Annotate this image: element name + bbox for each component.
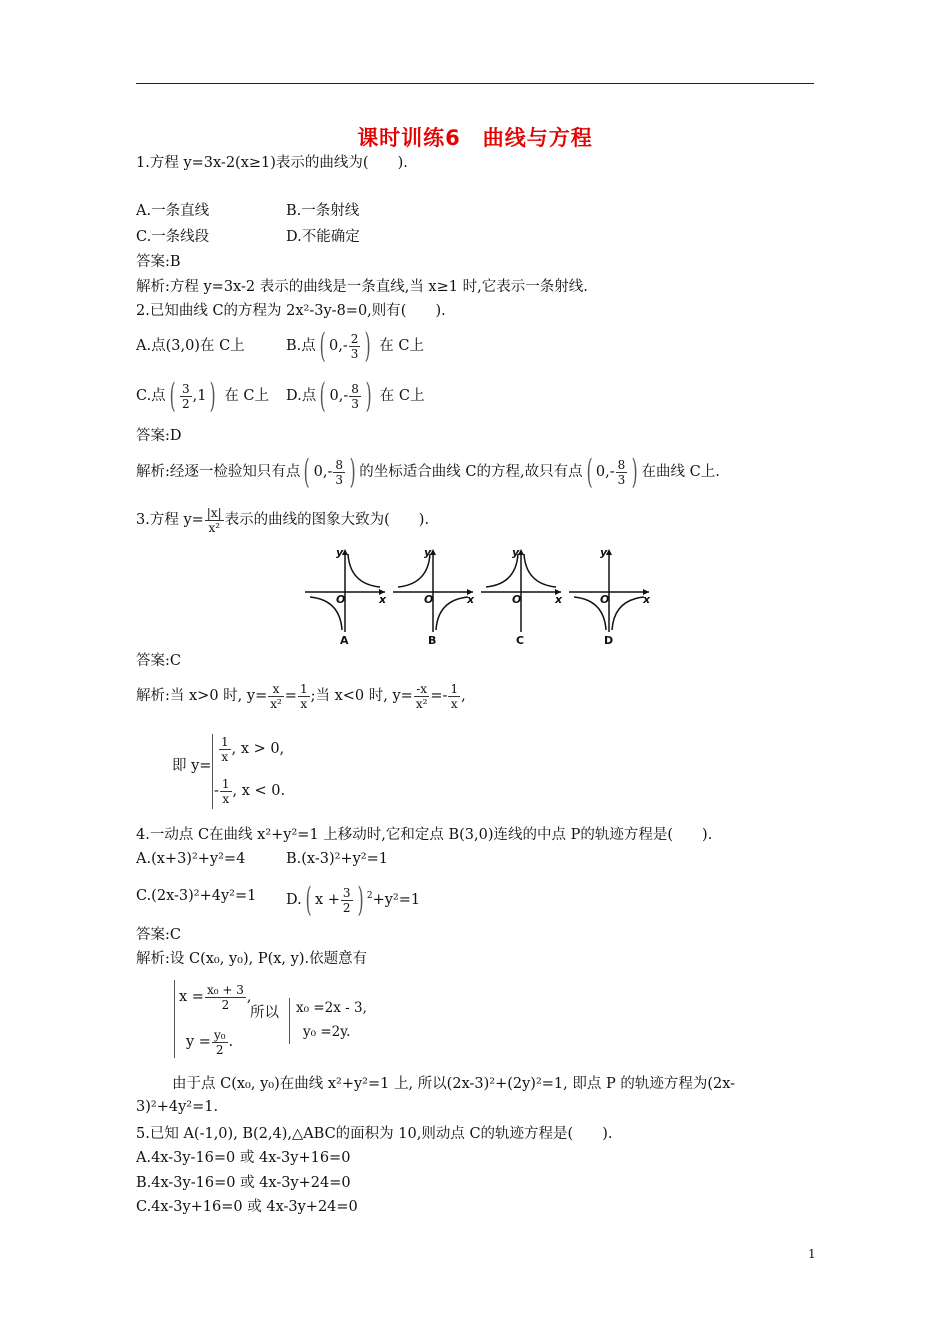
graph-d — [569, 546, 651, 647]
q2-option-d-fraction: $\frac{8}{3}$ — [351, 381, 359, 411]
q2-option-b-fraction: $\frac{2}{3}$ — [350, 331, 359, 361]
q4-system-1-line-2: y = $\frac{\text{y₀}}{2}$ . — [186, 1027, 234, 1057]
page-title: 课时训练6 曲线与方程 — [357, 126, 593, 150]
q3-stem: 3.方程 y= $\frac{|x|}{\text{x²}}$ 表示的曲线的图象大致为( ). — [136, 505, 430, 535]
q3-graph-options — [300, 544, 655, 649]
svg-text:B: B — [428, 634, 437, 647]
q3-analysis: 解析:当 x>0 时, y= $\frac{x}{\text{x²}}$ = $\frac{1}{x}$ ;当 x<0 时, y= $\frac{-x}{\text{x²}}$ =- $\frac{1}{x}$ , — [136, 681, 466, 711]
q1-stem: 1.方程 y=3x-2(x≥1)表示的曲线为( ). — [136, 155, 408, 171]
q2-option-b: B.点 ( 0,- $\frac{2}{3}$ ) 在 C上 — [286, 326, 424, 366]
q2-option-c-fraction: $\frac{3}{2}$ — [181, 381, 190, 411]
svg-text:y: y — [424, 546, 432, 559]
graph-c — [481, 546, 563, 647]
q5-option-c: C.4x-3y+16=0 或 4x-3y+24=0 — [136, 1199, 358, 1215]
q4-option-c: C.(2x-3)²+4y²=1 — [136, 888, 257, 904]
svg-text:y: y — [336, 546, 344, 559]
q2-option-b-tail: 在 C上 — [379, 338, 424, 354]
svg-text:C: C — [516, 634, 525, 647]
svg-text:O: O — [512, 593, 522, 606]
q2-option-b-point: 0,- — [329, 338, 348, 354]
q3-stem-fraction: $\frac{|x|}{\text{x²}}$ — [206, 505, 222, 535]
svg-text:O: O — [600, 593, 610, 606]
q4-system-2-line-2: y₀ =2y. — [303, 1024, 351, 1040]
q4-option-b: B.(x-3)²+y²=1 — [286, 851, 388, 867]
q5-option-b: B.4x-3y-16=0 或 4x-3y+24=0 — [136, 1175, 351, 1191]
q4-so: 所以 — [250, 1005, 279, 1021]
q3-piecewise-brace — [212, 734, 213, 809]
q5-option-a: A.4x-3y-16=0 或 4x-3y+16=0 — [136, 1150, 351, 1166]
q4-system-1-brace — [174, 980, 175, 1058]
graph-b — [393, 546, 475, 647]
svg-text:x: x — [555, 593, 563, 606]
q3-piecewise-label: 即 y= — [172, 758, 212, 774]
svg-text:O: O — [424, 593, 434, 606]
q2-option-c: C.点 ( $\frac{3}{2}$ ,1 ) 在 C上 — [136, 376, 270, 416]
q2-answer: 答案:D — [136, 428, 182, 444]
q4-stem: 4.一动点 C在曲线 x²+y²=1 上移动时,它和定点 B(3,0)连线的中点 P的轨迹方程是( ). — [136, 827, 713, 843]
q4-system-2-line-1: x₀ =2x - 3, — [296, 1000, 367, 1016]
q4-option-a: A.(x+3)²+y²=4 — [136, 851, 246, 867]
q4-system-1-line-1: x = $\frac{\text{x₀ + 3}}{2}$ , — [179, 982, 252, 1012]
q1-option-d: D.不能确定 — [286, 229, 360, 245]
q3-piece-2: - $\frac{1}{x}$ , x < 0. — [214, 776, 286, 806]
svg-text:y: y — [600, 546, 608, 559]
q4-option-d: D. ( x + $\frac{3}{2}$ ) $^2$+y²=1 — [286, 880, 421, 920]
q5-stem: 5.已知 A(-1,0), B(2,4),△ABC的面积为 10,则动点 C的轨迹方程是( ). — [136, 1126, 613, 1142]
svg-text:D: D — [604, 634, 614, 647]
svg-text:A: A — [340, 634, 349, 647]
q2-option-d: D.点 ( 0,- $\frac{8}{3}$ ) 在 C上 — [286, 376, 425, 416]
svg-text:x: x — [643, 593, 651, 606]
q3-answer: 答案:C — [136, 653, 181, 669]
q1-answer: 答案:B — [136, 254, 181, 270]
q3-piece-1: $\frac{1}{x}$ , x > 0, — [221, 734, 285, 764]
svg-text:x: x — [467, 593, 475, 606]
page-number: 1 — [808, 1247, 816, 1261]
q1-option-a: A.一条直线 — [136, 203, 210, 219]
header-rule — [136, 83, 814, 84]
q2-option-b-label: B.点 — [286, 338, 316, 354]
q4-conclusion-2: 3)²+4y²=1. — [136, 1099, 219, 1115]
q1-option-b: B.一条射线 — [286, 203, 360, 219]
q4-conclusion-1: 由于点 C(x₀, y₀)在曲线 x²+y²=1 上, 所以(2x-3)²+(2y)²=1, 即点 P 的轨迹方程为(2x- — [172, 1076, 736, 1092]
svg-text:y: y — [512, 546, 520, 559]
graph-a — [305, 546, 387, 647]
q1-option-c: C.一条线段 — [136, 229, 210, 245]
q2-stem: 2.已知曲线 C的方程为 2x²-3y-8=0,则有( ). — [136, 303, 446, 319]
q1-analysis: 解析:方程 y=3x-2 表示的曲线是一条直线,当 x≥1 时,它表示一条射线. — [136, 279, 588, 295]
q2-analysis: 解析:经逐一检验知只有点 ( 0,- $\frac{8}{3}$ ) 的坐标适合曲线 C的方程,故只有点 ( 0,- $\frac{8}{3}$ ) 在曲线 C上. — [136, 452, 720, 492]
q4-system-2-brace — [289, 998, 290, 1044]
q4-answer: 答案:C — [136, 927, 181, 943]
svg-text:O: O — [336, 593, 346, 606]
q2-option-a: A.点(3,0)在 C上 — [136, 338, 245, 354]
svg-text:x: x — [379, 593, 387, 606]
q4-analysis: 解析:设 C(x₀, y₀), P(x, y).依题意有 — [136, 951, 368, 967]
